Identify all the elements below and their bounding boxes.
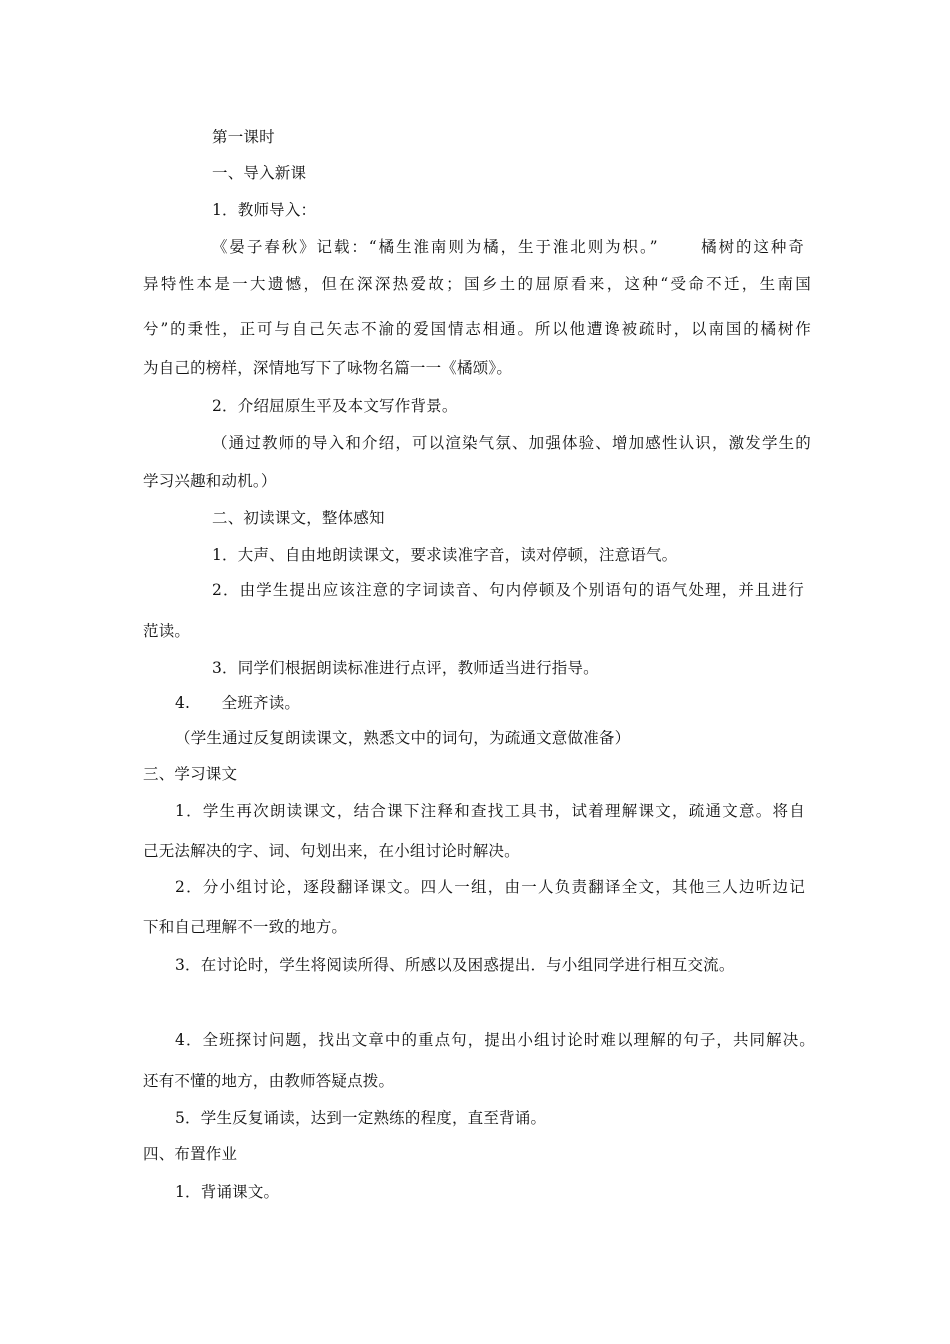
paragraph-line: 下和自己理解不一致的地方。: [143, 918, 348, 936]
paragraph-line: 兮”的秉性，正可与自己矢志不渝的爱国情志相通。所以他遭谗被疏时，以南国的橘树作: [143, 320, 811, 338]
paragraph-line: 己无法解决的字、词、句划出来，在小组讨论时解决。: [143, 842, 520, 860]
paragraph-line: （学生通过反复朗读课文，熟悉文中的词句，为疏通文意做准备）: [175, 729, 631, 747]
list-item: 3．同学们根据朗读标准进行点评，教师适当进行指导。: [212, 659, 599, 677]
list-item: 2．由学生提出应该注意的字词读音、句内停顿及个别语句的语气处理，并且进行: [212, 581, 804, 599]
list-item: 1．背诵课文。: [175, 1183, 280, 1201]
list-item: 1．学生再次朗读课文，结合课下注释和查找工具书，试着理解课文，疏通文意。将自: [175, 802, 805, 820]
paragraph-line: 范读。: [143, 622, 191, 640]
paragraph-line: 为自己的榜样，深情地写下了咏物名篇一一《橘颂》。: [143, 359, 513, 377]
section-heading-3: 三、学习课文: [143, 765, 238, 783]
paragraph-line: （通过教师的导入和介绍，可以渲染气氛、加强体验、增加感性认识，激发学生的: [212, 434, 811, 452]
list-item: 4. 全班齐读。: [175, 694, 301, 712]
list-item: 2．介绍屈原生平及本文写作背景。: [212, 397, 458, 415]
list-item: 1．教师导入：: [212, 201, 317, 219]
paragraph-line: 还有不懂的地方，由教师答疑点拨。: [143, 1072, 395, 1090]
list-item: 2．分小组讨论，逐段翻译课文。四人一组，由一人负责翻译全文，其他三人边听边记: [175, 878, 805, 896]
section-heading-1: 一、导入新课: [212, 164, 307, 182]
section-heading-4: 四、布置作业: [143, 1145, 238, 1163]
lesson-title: 第一课时: [212, 128, 275, 146]
list-item: 3．在讨论时，学生将阅读所得、所感以及困惑提出．与小组同学进行相互交流。: [175, 956, 735, 974]
section-heading-2: 二、初读课文，整体感知: [212, 509, 385, 527]
list-item: 1．大声、自由地朗读课文，要求读准字音，读对停顿，注意语气。: [212, 546, 678, 564]
list-item: 5．学生反复诵读，达到一定熟练的程度，直至背诵。: [175, 1109, 547, 1127]
paragraph-line: 《晏子春秋》记载：“橘生淮南则为橘，生于淮北则为枳。” 橘树的这种奇: [212, 238, 804, 256]
paragraph-line: 异特性本是一大遗憾，但在深深热爱故；国乡土的屈原看来，这种“受命不迁，生南国: [143, 275, 811, 293]
paragraph-line: 学习兴趣和动机。）: [143, 472, 277, 490]
list-item: 4．全班探讨问题，找出文章中的重点句，提出小组讨论时难以理解的句子，共同解决。: [175, 1031, 815, 1049]
